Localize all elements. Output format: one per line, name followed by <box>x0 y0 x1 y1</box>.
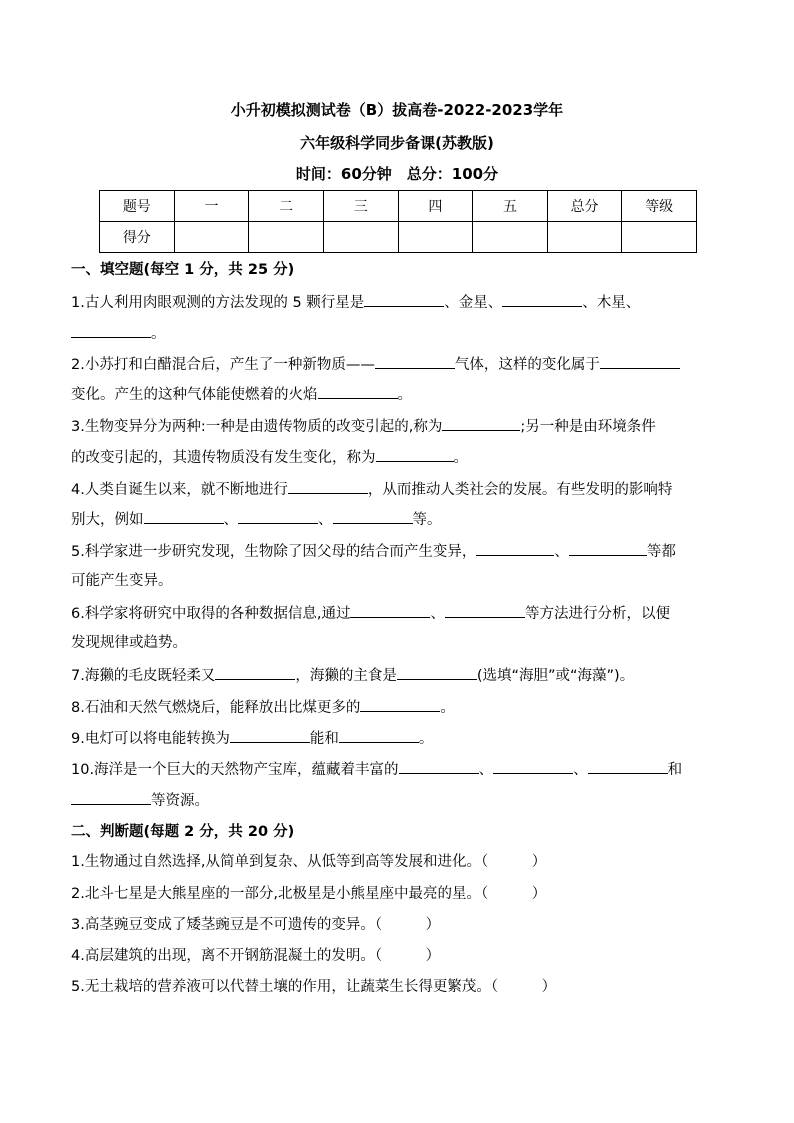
question-text: 等方法进行分析，以便 <box>524 606 670 622</box>
question-3 <box>71 416 731 437</box>
question-4-cont <box>71 509 731 530</box>
score-table-score-row <box>100 222 697 253</box>
question-9 <box>71 728 731 749</box>
score-cell <box>622 222 697 253</box>
score-table-header-cell: 四 <box>398 191 473 222</box>
exam-time-info: 时间：60分钟 总分：100分 <box>295 165 499 183</box>
question-text: 等。 <box>412 512 442 528</box>
score-cell <box>547 222 622 253</box>
question-text: 。 <box>453 450 468 466</box>
question-text: 和 <box>667 762 683 778</box>
score-table-header-cell: 等级 <box>622 191 697 222</box>
score-cell <box>174 222 249 253</box>
question-text: (选填“海胆”或“海藻”)。 <box>476 668 635 684</box>
answer-blank <box>445 603 525 618</box>
answer-blank <box>493 759 573 774</box>
question-text: 10.海洋是一个巨大的天然物产宝库，蕴藏着丰富的 <box>71 762 399 778</box>
question-text: 可能产生变异。 <box>71 573 173 589</box>
answer-blank <box>350 603 430 618</box>
score-table-header-cell: 总分 <box>547 191 622 222</box>
question-text: 4.人类自诞生以来，就不断地进行 <box>71 482 288 498</box>
question-text: 8.石油和天然气燃烧后，能释放出比煤更多的 <box>71 700 361 716</box>
answer-blank <box>364 292 444 307</box>
exam-title: 小升初模拟测试卷（B）拔高卷-2022-2023学年 <box>230 101 564 119</box>
answer-blank <box>375 354 455 369</box>
question-text: 别大，例如 <box>71 512 144 528</box>
judge-question-2: 2.北斗七星是大熊星座的一部分,北极星是小熊星座中最亮的星。（ ） <box>71 886 547 902</box>
answer-blank <box>230 728 310 743</box>
answer-blank <box>442 416 520 431</box>
score-cell <box>398 222 473 253</box>
answer-blank <box>502 292 582 307</box>
question-text: ，从而推动人类社会的发展。有些发明的影响特 <box>367 482 673 498</box>
question-text: 。 <box>418 731 434 747</box>
answer-blank <box>360 697 440 712</box>
question-2-cont <box>71 384 731 405</box>
question-10 <box>71 759 731 780</box>
answer-blank <box>144 509 224 524</box>
question-text: 6.科学家将研究中取得的各种数据信息,通过 <box>71 606 351 622</box>
question-text: 、 <box>554 544 569 560</box>
answer-blank <box>569 541 647 556</box>
score-row-label: 得分 <box>100 222 175 253</box>
question-text: 9.电灯可以将电能转换为 <box>71 731 230 747</box>
answer-blank <box>376 447 454 462</box>
answer-blank <box>399 759 479 774</box>
question-6 <box>71 603 731 624</box>
score-table-header-cell: 题号 <box>100 191 175 222</box>
question-text: 的改变引起的，其遗传物质没有发生变化，称为 <box>71 450 376 466</box>
question-5 <box>71 541 731 562</box>
score-cell <box>323 222 398 253</box>
question-1 <box>71 292 731 313</box>
question-text: 等都 <box>646 544 676 560</box>
judge-question-5: 5.无土栽培的营养液可以代替土壤的作用，让蔬菜生长得更繁茂。（ ） <box>71 979 557 995</box>
question-text: ，海獭的主食是 <box>295 668 397 684</box>
question-7 <box>71 665 731 686</box>
question-text: 5.科学家进一步研究发现，生物除了因父母的结合而产生变异， <box>71 544 477 560</box>
question-3-cont <box>71 447 731 468</box>
question-text: 。 <box>440 700 455 716</box>
question-1-cont <box>71 323 731 344</box>
question-text: 、 <box>430 606 445 622</box>
score-table-header-cell: 三 <box>323 191 398 222</box>
answer-blank <box>71 790 151 805</box>
answer-blank <box>476 541 554 556</box>
question-text: 、 <box>573 762 588 778</box>
question-text: 、 <box>223 512 238 528</box>
question-2 <box>71 354 731 375</box>
answer-blank <box>588 759 668 774</box>
section-2-title: 二、判断题(每题 2 分，共 20 分) <box>71 824 295 840</box>
score-cell <box>249 222 324 253</box>
question-text: 1.古人利用肉眼观测的方法发现的 5 颗行星是 <box>71 295 365 311</box>
question-text: 、金星、 <box>444 295 503 311</box>
question-text: 。 <box>397 387 412 403</box>
question-10-cont <box>71 790 731 811</box>
answer-blank <box>71 323 151 338</box>
answer-blank <box>238 509 318 524</box>
question-text: ;另一种是由环境条件 <box>520 419 656 435</box>
judge-question-4: 4.高层建筑的出现，离不开钢筋混凝土的发明。（ ） <box>71 948 441 964</box>
answer-blank <box>215 665 295 680</box>
answer-blank <box>397 665 477 680</box>
question-4 <box>71 479 731 500</box>
answer-blank <box>339 728 419 743</box>
score-cell <box>473 222 548 253</box>
score-table <box>99 190 697 253</box>
score-table-header-cell: 二 <box>249 191 324 222</box>
question-5-cont <box>71 571 731 591</box>
answer-blank <box>600 354 680 369</box>
question-text: 3.生物变异分为两种:一种是由遗传物质的改变引起的,称为 <box>71 419 443 435</box>
score-table-header-cell: 一 <box>174 191 249 222</box>
judge-question-1: 1.生物通过自然选择,从简单到复杂、从低等到高等发展和进化。（ ） <box>71 854 547 870</box>
question-text: 变化。产生的这种气体能使燃着的火焰 <box>71 387 318 403</box>
question-text: 、 <box>478 762 494 778</box>
question-8 <box>71 697 731 718</box>
score-table-header-row <box>100 191 697 222</box>
question-text: 等资源。 <box>151 793 209 809</box>
question-text: 、 <box>318 512 333 528</box>
question-text: 气体，这样的变化属于 <box>454 357 600 373</box>
answer-blank <box>288 479 368 494</box>
answer-blank <box>318 384 398 399</box>
judge-question-3: 3.高茎豌豆变成了矮茎豌豆是不可遗传的变异。（ ） <box>71 917 441 933</box>
question-6-cont <box>71 633 731 653</box>
question-text: 7.海獭的毛皮既轻柔又 <box>71 668 216 684</box>
score-table-header-cell: 五 <box>473 191 548 222</box>
section-1-title: 一、填空题(每空 1 分，共 25 分) <box>71 262 295 278</box>
exam-subtitle: 六年级科学同步备课(苏教版) <box>300 134 494 152</box>
question-text: 。 <box>151 326 166 342</box>
question-text: 、木星、 <box>582 295 641 311</box>
question-text: 能和 <box>309 731 339 747</box>
question-text: 发现规律或趋势。 <box>71 635 187 651</box>
question-text: 2.小苏打和白醋混合后，产生了一种新物质—— <box>71 357 375 373</box>
answer-blank <box>333 509 413 524</box>
